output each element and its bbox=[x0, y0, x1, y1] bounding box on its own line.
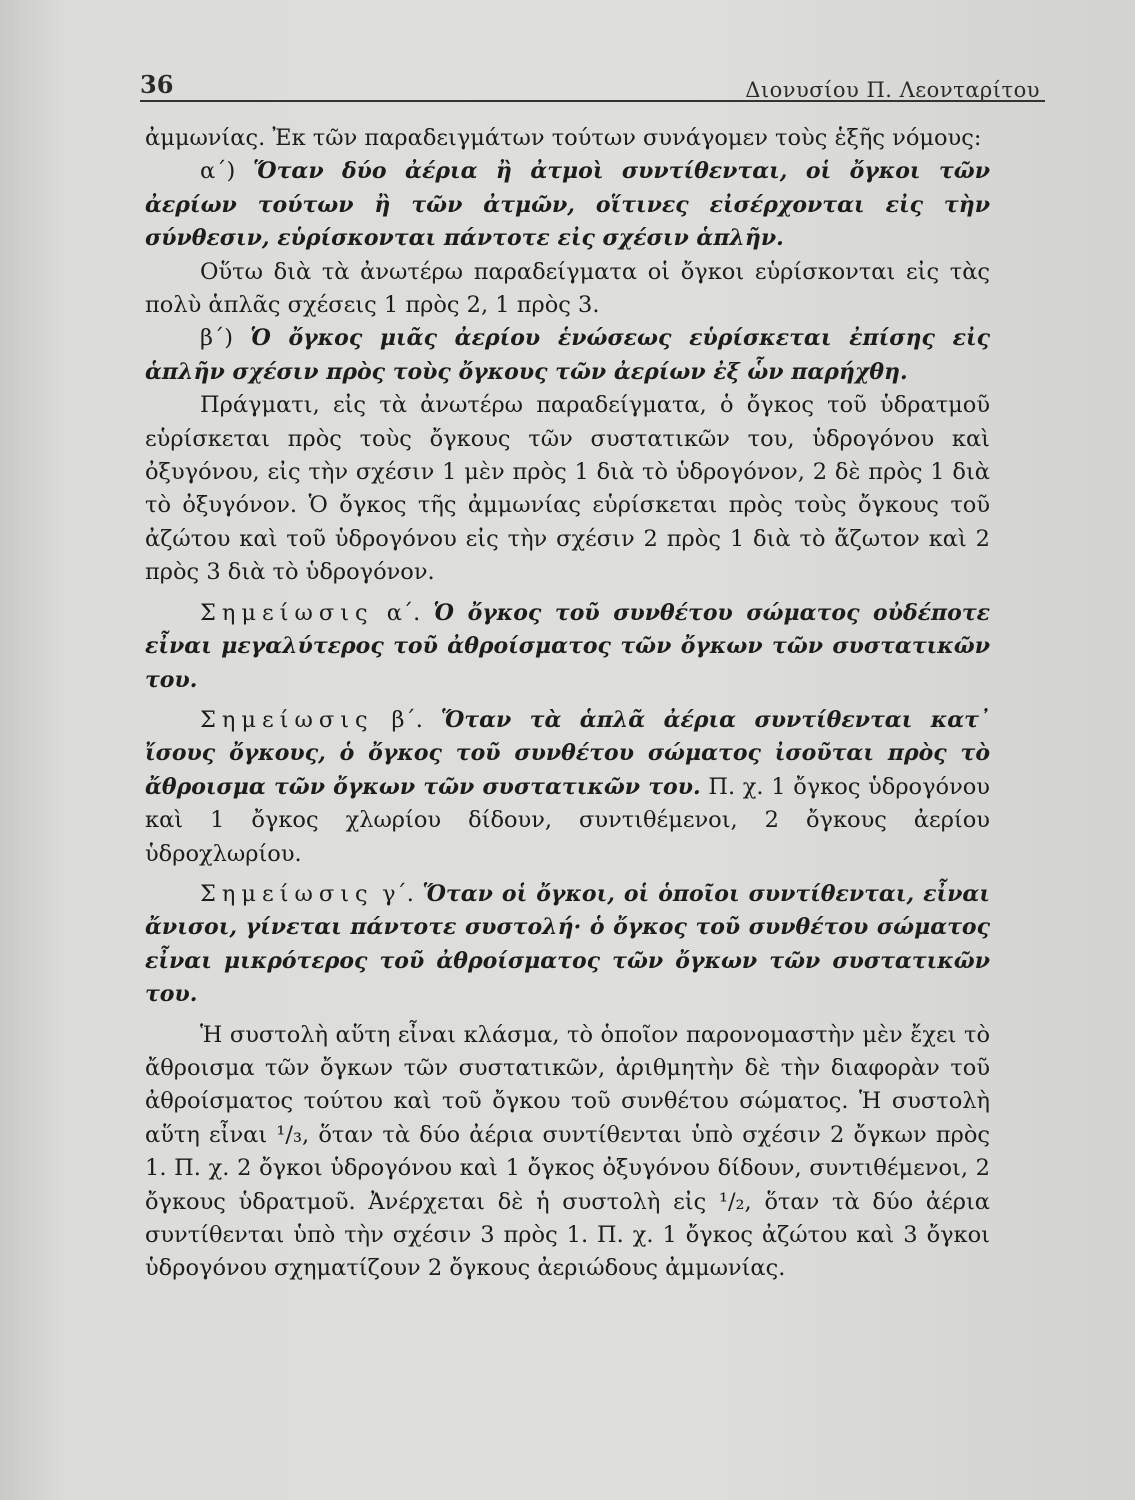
law-statement: Ὁ ὄγκος μιᾶς ἀερίου ἑνώσεως εὑρίσκεται ἐπίσης εἰς ἁπλῆν σχέσιν πρὸς τοὺς ὄγκους τῶν ἀερίων ἐξ ὧν παρήχθη. bbox=[145, 325, 990, 385]
paragraph bbox=[145, 122, 990, 155]
text-run: Πράγματι, εἰς τὰ ἀνωτέρω παραδείγματα, ὁ ὄγκος τοῦ ὑδρατμοῦ εὑρίσκεται πρὸς τοὺς ὄγκους τῶν συστατικῶν του, ὑδρογόνου καὶ ὀξυγόνου, εἰς τὴν σχέσιν 1 μὲν πρὸς 1 διὰ τὸ ὑδρογόνον, 2 δὲ πρὸς 1 διὰ τὸ ὀξυγόνον. Ὁ ὄγκος τῆς ἀμμωνίας εὑρίσκεται πρὸς τοὺς ὄγκους τοῦ ἀζώτου καὶ τοῦ ὑδρογόνου εἰς τὴν σχέσιν 2 πρὸς 1 διὰ τὸ ἄζωτον καὶ 2 πρὸς 3 διὰ τὸ ὑδρογόνον. bbox=[145, 392, 990, 586]
paragraph bbox=[145, 322, 990, 389]
text-run: α΄. bbox=[373, 599, 434, 626]
page-number: 36 bbox=[140, 70, 174, 99]
header-rule bbox=[140, 100, 1045, 102]
text-run: β΄. bbox=[373, 706, 441, 733]
law-statement: Ὅταν οἱ ὄγκοι, οἱ ὁποῖοι συντίθενται, εἶναι ἄνισοι, γίνεται πάντοτε συστολή· ὁ ὄγκος τοῦ συνθέτου σώματος εἶναι μικρότερος τοῦ ἀθροίσματος τῶν ὄγκων τῶν συστατικῶν του. bbox=[145, 880, 990, 1008]
law-statement: Ὅταν τὰ ἁπλᾶ ἀέρια συντίθενται κατ᾽ ἴσους ὄγκους, ὁ ὄγκος τοῦ συνθέτου σώματος ἰσοῦται πρὸς τὸ ἄθροισμα τῶν ὄγκων τῶν συστατικῶν του. bbox=[145, 706, 990, 800]
text-run: ἀμμωνίας. Ἐκ τῶν παραδειγμάτων τούτων συνάγομεν τοὺς ἑξῆς νόμους: bbox=[145, 125, 982, 151]
note-label: Σημείωσις bbox=[200, 599, 374, 626]
body-text bbox=[145, 122, 990, 1286]
paragraph bbox=[145, 1019, 990, 1286]
paragraph bbox=[145, 597, 990, 697]
page-header bbox=[140, 70, 1040, 110]
note-label: Σημείωσις bbox=[200, 880, 374, 907]
paragraph bbox=[145, 704, 990, 871]
note-label: Σημείωσις bbox=[200, 706, 374, 733]
text-run: Ἡ συστολὴ αὕτη εἶναι κλάσμα, τὸ ὁποῖον παρονομαστὴν μὲν ἔχει τὸ ἄθροισμα τῶν ὄγκων τῶν συστατικῶν, ἀριθμητὴν δὲ τὴν διαφορὰν τοῦ ἀθροίσματος τούτου καὶ τοῦ ὄγκου τοῦ συνθέτου σώματος. Ἡ συστολὴ αὕτη εἶναι ¹/₃, ὅταν τὰ δύο ἀέρια συντίθενται ὑπὸ σχέσιν 2 ὄγκων πρὸς 1. Π. χ. 2 ὄγκοι ὑδρογόνου καὶ 1 ὄγκος ὀξυγόνου δίδουν, συντιθέμενοι, 2 ὄγκους ὑδρατμοῦ. Ἀνέρχεται δὲ ἡ συστολὴ εἰς ¹/₂, ὅταν τὰ δύο ἀέρια συντίθενται ὑπὸ τὴν σχέσιν 3 πρὸς 1. Π. χ. 1 ὄγκος ἀζώτου καὶ 3 ὄγκοι ὑδρογόνου σχηματίζουν 2 ὄγκους ἀεριώδους ἀμμωνίας. bbox=[145, 1021, 990, 1282]
law-statement: Ὁ ὄγκος τοῦ συνθέτου σώματος οὐδέποτε εἶναι μεγαλύτερος τοῦ ἀθροίσματος τῶν ὄγκων τῶν συστατικῶν του. bbox=[145, 599, 990, 693]
text-run: β΄) bbox=[200, 325, 251, 352]
running-head: Διονυσίου Π. Λεονταρίτου bbox=[745, 78, 1040, 102]
paragraph bbox=[145, 389, 990, 589]
paragraph bbox=[145, 256, 990, 323]
text-run: γ΄. bbox=[373, 880, 423, 907]
paragraph bbox=[145, 155, 990, 255]
paragraph bbox=[145, 878, 990, 1012]
text-run: α΄) bbox=[200, 158, 254, 185]
text-run: Οὕτω διὰ τὰ ἀνωτέρω παραδείγματα οἱ ὄγκοι εὑρίσκονται εἰς τὰς πολὺ ἁπλᾶς σχέσεις 1 πρὸς 2, 1 πρὸς 3. bbox=[145, 258, 990, 319]
law-statement: Ὅταν δύο ἀέρια ἢ ἀτμοὶ συντίθενται, οἱ ὄγκοι τῶν ἀερίων τούτων ἢ τῶν ἀτμῶν, οἵτινες εἰσέρχονται εἰς τὴν σύνθεσιν, εὑρίσκονται πάντοτε εἰς σχέσιν ἁπλῆν. bbox=[145, 158, 991, 252]
text-run: Π. χ. 1 ὄγκος ὑδρογόνου καὶ 1 ὄγκος χλωρίου δίδουν, συντιθέμενοι, 2 ὄγκους ἀερίου ὑδροχλωρίου. bbox=[145, 773, 990, 867]
